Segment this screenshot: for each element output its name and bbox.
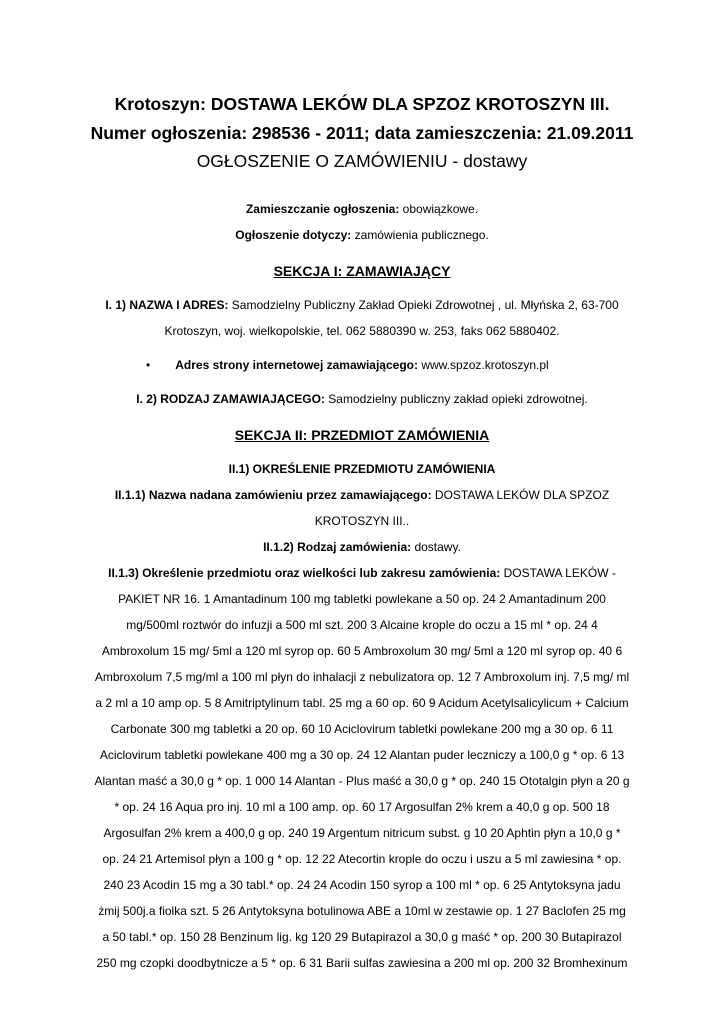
order-name-line-1 (48, 482, 676, 508)
name-address-line-1 (48, 292, 676, 318)
concerns-label: Ogłoszenie dotyczy: (235, 228, 352, 242)
publication-label: Zamieszczanie ogłoszenia: (245, 202, 400, 216)
publication-value: obowiązkowe. (402, 202, 479, 216)
subject-scope-line: Carbonate 300 mg tabletki a 20 op. 60 10 Aciclovirum tabletki powlekane 200 mg a 30 op. 6 11 (110, 722, 614, 736)
section-2-heading: SEKCJA II: PRZEDMIOT ZAMÓWIENIA (234, 427, 490, 443)
subject-scope-line: Aciclovirum tabletki powlekane 400 mg a 30 op. 24 12 Alantan puder leczniczy a 100,0 g * op. 6 13 (99, 748, 625, 762)
order-type-label: II.1.2) Rodzaj zamówienia: (263, 540, 412, 554)
subject-scope-line: Argosulfan 2% krem a 400,0 g op. 240 19 Argentum nitricum subst. g 10 20 Aphtin płyn a 10,0 g * (103, 826, 621, 840)
subject-scope-line: Alantan maść a 30,0 g * op. 1 000 14 Alantan - Plus maść a 30,0 g * op. 240 15 Ototalgin płyn a 20 g (94, 774, 630, 788)
announcement-number: Numer ogłoszenia: 298536 - 2011; data zamieszczenia: 21.09.2011 (90, 123, 634, 143)
subject-scope-line: 240 23 Acodin 15 mg a 30 tabl.* op. 24 24 Acodin 150 syrop a 100 ml * op. 6 25 Antytoksyna jadu (103, 878, 621, 892)
contracting-type-value: Samodzielny publiczny zakład opieki zdrowotnej. (328, 392, 588, 406)
subject-scope-line: mg/500ml roztwór do infuzji a 500 ml szt. 200 3 Alcaine krople do oczu a 15 ml * op. 24 4 (126, 618, 598, 632)
order-name-line-2: KROTOSZYN III.. (314, 514, 410, 528)
subject-scope-line: Ambroxolum 7,5 mg/ml a 100 ml płyn do inhalacji z nebulizatora op. 12 7 Ambroxolum inj. 7,5 mg/ ml (94, 670, 630, 684)
subject-scope-line: 250 mg czopki doodbytnicze a 5 * op. 6 31 Barii sulfas zawiesina a 200 ml op. 200 32 Bromhexinum (96, 956, 628, 970)
name-address-label: I. 1) NAZWA I ADRES: (105, 298, 229, 312)
subject-scope-line: a 2 ml a 10 amp op. 5 8 Amitriptylinum tabl. 25 mg a 60 op. 60 9 Acidum Acetylsalicylicum + Calcium (95, 696, 629, 710)
name-address-value: Samodzielny Publiczny Zakład Opieki Zdrowotnej , ul. Młyńska 2, 63-700 (231, 298, 619, 312)
website-label: Adres strony internetowej zamawiającego: (175, 358, 418, 372)
subject-scope-line: op. 24 21 Artemisol płyn a 100 g * op. 12 22 Atecortin krople do oczu i uszu a 5 ml zawiesina * op. (102, 852, 622, 866)
order-type-line (48, 534, 676, 560)
concerns-value: zamówienia publicznego. (354, 228, 489, 242)
website-link[interactable]: www.spzoz.krotoszyn.pl (421, 358, 549, 372)
subject-scope-label: II.1.3) Określenie przedmiotu oraz wielkości lub zakresu zamówienia: (108, 566, 501, 580)
website-line (48, 352, 676, 378)
subject-definition-heading: II.1) OKREŚLENIE PRZEDMIOTU ZAMÓWIENIA (228, 462, 496, 476)
subject-scope-line-0 (48, 560, 676, 586)
name-address-line-2: Krotoszyn, woj. wielkopolskie, tel. 062 5880390 w. 253, faks 062 5880402. (164, 324, 560, 338)
order-name-value: DOSTAWA LEKÓW DLA SPZOZ (434, 488, 610, 502)
publication-line (48, 196, 676, 222)
concerns-line (48, 222, 676, 248)
document-title: Krotoszyn: DOSTAWA LEKÓW DLA SPZOZ KROTOSZYN III. (114, 94, 610, 114)
document-subtitle: OGŁOSZENIE O ZAMÓWIENIU - dostawy (196, 151, 528, 171)
order-type-value: dostawy. (414, 540, 461, 554)
section-1-heading: SEKCJA I: ZAMAWIAJĄCY (273, 263, 451, 279)
subject-scope-line: żmij 500j.a fiolka szt. 5 26 Antytoksyna botulinowa ABE a 10ml w zestawie op. 1 27 Baclofen 25 mg (98, 904, 626, 918)
bullet-icon: • (146, 358, 151, 372)
subject-scope-text-0: DOSTAWA LEKÓW - (503, 566, 616, 580)
order-name-label: II.1.1) Nazwa nadana zamówieniu przez zamawiającego: (114, 488, 432, 502)
contracting-type-line (48, 386, 676, 412)
contracting-type-label: I. 2) RODZAJ ZAMAWIAJĄCEGO: (136, 392, 325, 406)
subject-scope-line: * op. 24 16 Aqua pro inj. 10 ml a 100 amp. op. 60 17 Argosulfan 2% krem a 40,0 g op. 500 18 (114, 800, 610, 814)
subject-scope-line: Ambroxolum 15 mg/ 5ml a 120 ml syrop op. 60 5 Ambroxolum 30 mg/ 5ml a 120 ml syrop op. 40 6 (101, 644, 623, 658)
subject-scope-line: a 50 tabl.* op. 150 28 Benzinum lig. kg 120 29 Butapirazol a 30,0 g maść * op. 200 30 Butapirazol (102, 930, 622, 944)
subject-scope-line: PAKIET NR 16. 1 Amantadinum 100 mg tabletki powlekane a 50 op. 24 2 Amantadinum 200 (118, 592, 606, 606)
